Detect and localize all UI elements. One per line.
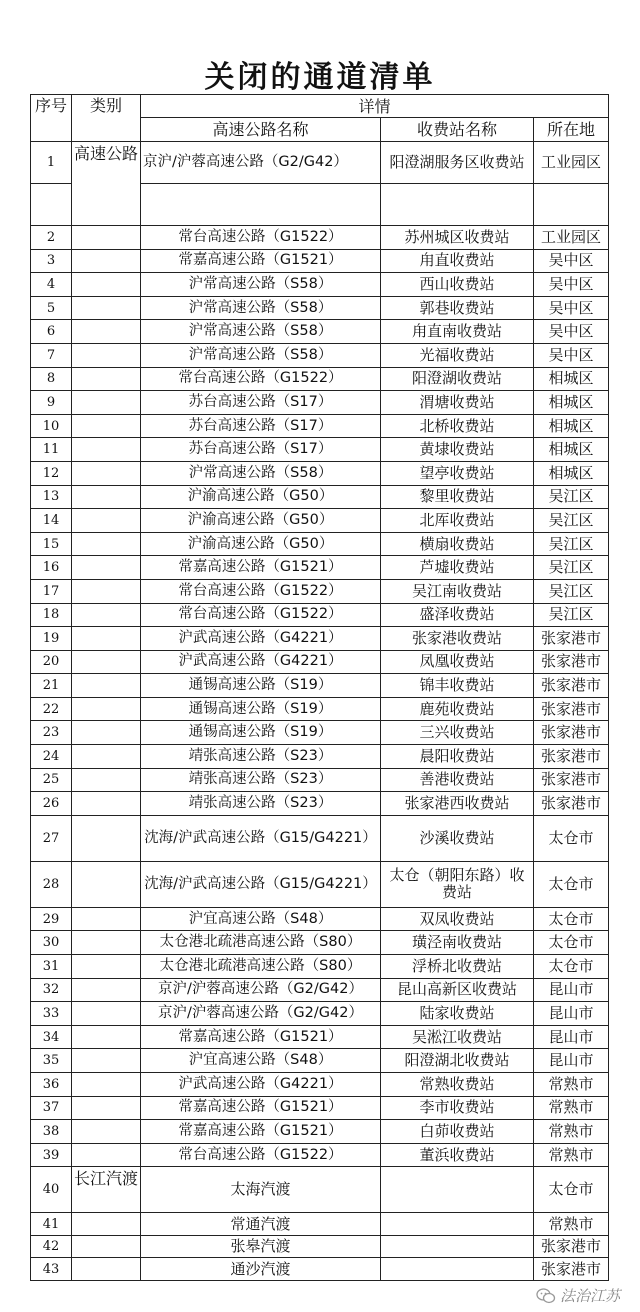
category-empty	[72, 556, 141, 580]
header-location: 所在地	[534, 118, 609, 142]
station-name: 渭塘收费站	[381, 391, 534, 415]
category-empty	[72, 1096, 141, 1120]
road-name: 沪武高速公路（G4221）	[141, 627, 381, 651]
table-row	[31, 603, 609, 627]
location: 吴中区	[534, 249, 609, 273]
location: 相城区	[534, 367, 609, 391]
road-name: 京沪/沪蓉高速公路（G2/G42）	[141, 978, 381, 1002]
station-name: 北桥收费站	[381, 414, 534, 438]
station-name: 凤凰收费站	[381, 650, 534, 674]
station-name: 芦墟收费站	[381, 556, 534, 580]
spacer-cell	[141, 184, 381, 226]
station-name: 双凤收费站	[381, 907, 534, 931]
row-no: 10	[31, 414, 72, 438]
road-name: 苏台高速公路（S17）	[141, 438, 381, 462]
location: 吴江区	[534, 556, 609, 580]
location: 张家港市	[534, 768, 609, 792]
table-row	[31, 556, 609, 580]
category-empty	[72, 674, 141, 698]
location: 常熟市	[534, 1213, 609, 1236]
road-name: 常台高速公路（G1522）	[141, 367, 381, 391]
station-name: 晨阳收费站	[381, 745, 534, 769]
location: 常熟市	[534, 1096, 609, 1120]
row-no: 19	[31, 627, 72, 651]
table-row	[31, 1096, 609, 1120]
road-name: 通锡高速公路（S19）	[141, 674, 381, 698]
row-no: 37	[31, 1096, 72, 1120]
category-empty	[72, 792, 141, 816]
ferry-name: 通沙汽渡	[141, 1258, 381, 1281]
table-row	[31, 627, 609, 651]
location: 吴江区	[534, 485, 609, 509]
category-empty	[72, 367, 141, 391]
road-name: 沪常高速公路（S58）	[141, 343, 381, 367]
table-row	[31, 438, 609, 462]
road-name: 靖张高速公路（S23）	[141, 792, 381, 816]
station-name: 阳澄湖服务区收费站	[381, 142, 534, 184]
table-row	[31, 1258, 609, 1281]
row-no: 3	[31, 249, 72, 273]
table-row	[31, 461, 609, 485]
row-no: 14	[31, 509, 72, 533]
table-row	[31, 931, 609, 955]
location: 常熟市	[534, 1120, 609, 1144]
category-empty	[72, 1235, 141, 1258]
location: 太仓市	[534, 907, 609, 931]
location: 吴中区	[534, 320, 609, 344]
location: 相城区	[534, 391, 609, 415]
row-no: 7	[31, 343, 72, 367]
road-name: 沈海/沪武高速公路（G15/G4221）	[141, 861, 381, 907]
location: 昆山市	[534, 978, 609, 1002]
watermark	[536, 1285, 620, 1306]
location: 相城区	[534, 461, 609, 485]
location: 相城区	[534, 438, 609, 462]
location: 常熟市	[534, 1143, 609, 1167]
table-row	[31, 861, 609, 907]
table-row	[31, 142, 609, 184]
station-name: 吴江南收费站	[381, 579, 534, 603]
category-highway: 高速公路	[72, 142, 141, 226]
station-name: 盛泽收费站	[381, 603, 534, 627]
station-name: 黄埭收费站	[381, 438, 534, 462]
row-no: 18	[31, 603, 72, 627]
station-name: 太仓（朝阳东路）收费站	[381, 861, 534, 907]
road-name: 沈海/沪武高速公路（G15/G4221）	[141, 815, 381, 861]
table-row	[31, 1049, 609, 1073]
table-row	[31, 343, 609, 367]
table-row	[31, 1002, 609, 1026]
station-name: 陆家收费站	[381, 1002, 534, 1026]
road-name: 苏台高速公路（S17）	[141, 414, 381, 438]
row-no: 23	[31, 721, 72, 745]
row-no: 12	[31, 461, 72, 485]
table-row	[31, 650, 609, 674]
row-no: 1	[31, 142, 72, 184]
road-name: 沪常高速公路（S58）	[141, 273, 381, 297]
header-category: 类别	[72, 95, 141, 142]
location: 太仓市	[534, 815, 609, 861]
row-no: 41	[31, 1213, 72, 1236]
row-no: 2	[31, 226, 72, 250]
station-name: 北厍收费站	[381, 509, 534, 533]
category-empty	[72, 1002, 141, 1026]
road-name: 太仓港北疏港高速公路（S80）	[141, 955, 381, 979]
road-name: 常嘉高速公路（G1521）	[141, 1096, 381, 1120]
table-row	[31, 414, 609, 438]
row-no: 39	[31, 1143, 72, 1167]
closed-channels-table	[30, 94, 609, 1281]
table-row	[31, 792, 609, 816]
station-name: 吴淞江收费站	[381, 1025, 534, 1049]
category-empty	[72, 509, 141, 533]
table-row	[31, 674, 609, 698]
table-row	[31, 1167, 609, 1213]
category-empty	[72, 438, 141, 462]
header-road: 高速公路名称	[141, 118, 381, 142]
category-empty	[72, 955, 141, 979]
road-name: 沪常高速公路（S58）	[141, 296, 381, 320]
location: 太仓市	[534, 1167, 609, 1213]
station-name: 阳澄湖收费站	[381, 367, 534, 391]
category-empty	[72, 343, 141, 367]
location: 张家港市	[534, 674, 609, 698]
table-row	[31, 955, 609, 979]
row-no: 26	[31, 792, 72, 816]
location: 张家港市	[534, 697, 609, 721]
row-no: 35	[31, 1049, 72, 1073]
category-empty	[72, 296, 141, 320]
location: 张家港市	[534, 721, 609, 745]
category-empty	[72, 461, 141, 485]
location: 太仓市	[534, 861, 609, 907]
road-name: 靖张高速公路（S23）	[141, 745, 381, 769]
table-row	[31, 978, 609, 1002]
table-row	[31, 721, 609, 745]
category-empty	[72, 603, 141, 627]
station-name: 三兴收费站	[381, 721, 534, 745]
row-no: 16	[31, 556, 72, 580]
table-row	[31, 907, 609, 931]
table-row	[31, 1073, 609, 1097]
road-name: 通锡高速公路（S19）	[141, 721, 381, 745]
road-name: 常嘉高速公路（G1521）	[141, 1025, 381, 1049]
table-row	[31, 1213, 609, 1236]
station-empty	[381, 1167, 534, 1213]
station-name: 李市收费站	[381, 1096, 534, 1120]
location: 吴江区	[534, 603, 609, 627]
location: 昆山市	[534, 1002, 609, 1026]
row-no: 11	[31, 438, 72, 462]
location: 张家港市	[534, 650, 609, 674]
road-name: 常嘉高速公路（G1521）	[141, 249, 381, 273]
table-row	[31, 768, 609, 792]
row-no: 20	[31, 650, 72, 674]
station-name: 善港收费站	[381, 768, 534, 792]
spacer-cell	[534, 184, 609, 226]
road-name: 常台高速公路（G1522）	[141, 226, 381, 250]
category-empty	[72, 745, 141, 769]
station-name: 锦丰收费站	[381, 674, 534, 698]
header-station: 收费站名称	[381, 118, 534, 142]
road-name: 常嘉高速公路（G1521）	[141, 1120, 381, 1144]
category-empty	[72, 978, 141, 1002]
station-name: 沙溪收费站	[381, 815, 534, 861]
table-row	[31, 745, 609, 769]
row-no: 43	[31, 1258, 72, 1281]
station-name: 甪直南收费站	[381, 320, 534, 344]
road-name: 沪武高速公路（G4221）	[141, 1073, 381, 1097]
category-empty	[72, 414, 141, 438]
row-no: 36	[31, 1073, 72, 1097]
table-row	[31, 296, 609, 320]
road-name: 沪常高速公路（S58）	[141, 461, 381, 485]
location: 工业园区	[534, 226, 609, 250]
category-empty	[72, 697, 141, 721]
row-no: 8	[31, 367, 72, 391]
road-name: 沪渝高速公路（G50）	[141, 485, 381, 509]
category-empty	[72, 931, 141, 955]
table-row	[31, 532, 609, 556]
category-empty	[72, 579, 141, 603]
location: 太仓市	[534, 955, 609, 979]
row-no: 13	[31, 485, 72, 509]
row-no: 38	[31, 1120, 72, 1144]
station-name: 白茆收费站	[381, 1120, 534, 1144]
row-no: 25	[31, 768, 72, 792]
row-no: 42	[31, 1235, 72, 1258]
category-empty	[72, 768, 141, 792]
table-row	[31, 485, 609, 509]
category-empty	[72, 861, 141, 907]
road-name: 京沪/沪蓉高速公路（G2/G42）	[141, 142, 381, 184]
station-name: 璜泾南收费站	[381, 931, 534, 955]
category-empty	[72, 273, 141, 297]
location: 吴中区	[534, 343, 609, 367]
location: 吴中区	[534, 273, 609, 297]
table-row	[31, 1025, 609, 1049]
station-name: 苏州城区收费站	[381, 226, 534, 250]
ferry-name: 张皋汽渡	[141, 1235, 381, 1258]
station-name: 浮桥北收费站	[381, 955, 534, 979]
category-empty	[72, 650, 141, 674]
row-no: 29	[31, 907, 72, 931]
road-name: 沪渝高速公路（G50）	[141, 509, 381, 533]
header-details: 详情	[141, 95, 609, 118]
location: 张家港市	[534, 627, 609, 651]
table-row	[31, 391, 609, 415]
category-empty	[72, 1143, 141, 1167]
category-empty	[72, 1213, 141, 1236]
location: 昆山市	[534, 1025, 609, 1049]
road-name: 沪宜高速公路（S48）	[141, 907, 381, 931]
road-name: 常台高速公路（G1522）	[141, 579, 381, 603]
station-name: 西山收费站	[381, 273, 534, 297]
row-no: 15	[31, 532, 72, 556]
table-row	[31, 249, 609, 273]
ferry-name: 太海汽渡	[141, 1167, 381, 1213]
station-empty	[381, 1235, 534, 1258]
category-empty	[72, 1120, 141, 1144]
row-no: 40	[31, 1167, 72, 1213]
header-no: 序号	[31, 95, 72, 142]
row-no: 17	[31, 579, 72, 603]
row-no: 27	[31, 815, 72, 861]
location: 吴江区	[534, 532, 609, 556]
table-row	[31, 579, 609, 603]
table-row	[31, 320, 609, 344]
road-name: 常台高速公路（G1522）	[141, 603, 381, 627]
category-empty	[72, 721, 141, 745]
table-row	[31, 815, 609, 861]
location: 吴中区	[534, 296, 609, 320]
station-empty	[381, 1213, 534, 1236]
table-row	[31, 1235, 609, 1258]
row-no: 22	[31, 697, 72, 721]
row-no: 34	[31, 1025, 72, 1049]
table-row	[31, 367, 609, 391]
location: 张家港市	[534, 745, 609, 769]
spacer-cell	[31, 184, 72, 226]
row-no: 30	[31, 931, 72, 955]
table-row	[31, 273, 609, 297]
location: 吴江区	[534, 579, 609, 603]
category-empty	[72, 1025, 141, 1049]
ferry-name: 常通汽渡	[141, 1213, 381, 1236]
category-empty	[72, 1258, 141, 1281]
table-row	[31, 1120, 609, 1144]
location: 吴江区	[534, 509, 609, 533]
row-no: 32	[31, 978, 72, 1002]
table-row	[31, 226, 609, 250]
table-row	[31, 697, 609, 721]
road-name: 常台高速公路（G1522）	[141, 1143, 381, 1167]
road-name: 常嘉高速公路（G1521）	[141, 556, 381, 580]
location: 常熟市	[534, 1073, 609, 1097]
road-name: 沪武高速公路（G4221）	[141, 650, 381, 674]
row-no: 28	[31, 861, 72, 907]
station-name: 张家港收费站	[381, 627, 534, 651]
location: 张家港市	[534, 1258, 609, 1281]
station-name: 甪直收费站	[381, 249, 534, 273]
row-no: 9	[31, 391, 72, 415]
station-name: 常熟收费站	[381, 1073, 534, 1097]
station-name: 鹿苑收费站	[381, 697, 534, 721]
table-row	[31, 509, 609, 533]
row-no: 5	[31, 296, 72, 320]
station-name: 昆山高新区收费站	[381, 978, 534, 1002]
location: 张家港市	[534, 792, 609, 816]
spacer-cell	[381, 184, 534, 226]
road-name: 沪渝高速公路（G50）	[141, 532, 381, 556]
category-empty	[72, 815, 141, 861]
station-name: 董浜收费站	[381, 1143, 534, 1167]
road-name: 沪常高速公路（S58）	[141, 320, 381, 344]
road-name: 太仓港北疏港高速公路（S80）	[141, 931, 381, 955]
row-no: 6	[31, 320, 72, 344]
road-name: 通锡高速公路（S19）	[141, 697, 381, 721]
station-name: 横扇收费站	[381, 532, 534, 556]
station-empty	[381, 1258, 534, 1281]
category-empty	[72, 1049, 141, 1073]
category-ferry: 长江汽渡	[72, 1167, 141, 1213]
category-empty	[72, 485, 141, 509]
station-name: 阳澄湖北收费站	[381, 1049, 534, 1073]
location: 昆山市	[534, 1049, 609, 1073]
page-title: 关闭的通道清单	[204, 60, 436, 95]
station-name: 望亭收费站	[381, 461, 534, 485]
category-empty	[72, 627, 141, 651]
wechat-icon	[536, 1288, 556, 1304]
row-no: 33	[31, 1002, 72, 1026]
category-empty	[72, 532, 141, 556]
road-name: 沪宜高速公路（S48）	[141, 1049, 381, 1073]
table-row	[31, 1143, 609, 1167]
watermark-text: 法治江苏	[559, 1287, 620, 1305]
location: 太仓市	[534, 931, 609, 955]
location: 张家港市	[534, 1235, 609, 1258]
location: 工业园区	[534, 142, 609, 184]
row-no: 24	[31, 745, 72, 769]
row-no: 4	[31, 273, 72, 297]
category-empty	[72, 1073, 141, 1097]
road-name: 京沪/沪蓉高速公路（G2/G42）	[141, 1002, 381, 1026]
location: 相城区	[534, 414, 609, 438]
header-row	[31, 95, 609, 118]
row-no: 21	[31, 674, 72, 698]
road-name: 苏台高速公路（S17）	[141, 391, 381, 415]
station-name: 郭巷收费站	[381, 296, 534, 320]
category-empty	[72, 320, 141, 344]
category-empty	[72, 249, 141, 273]
category-empty	[72, 391, 141, 415]
category-empty	[72, 907, 141, 931]
station-name: 张家港西收费站	[381, 792, 534, 816]
road-name: 靖张高速公路（S23）	[141, 768, 381, 792]
station-name: 黎里收费站	[381, 485, 534, 509]
row-no: 31	[31, 955, 72, 979]
station-name: 光福收费站	[381, 343, 534, 367]
category-empty	[72, 226, 141, 250]
